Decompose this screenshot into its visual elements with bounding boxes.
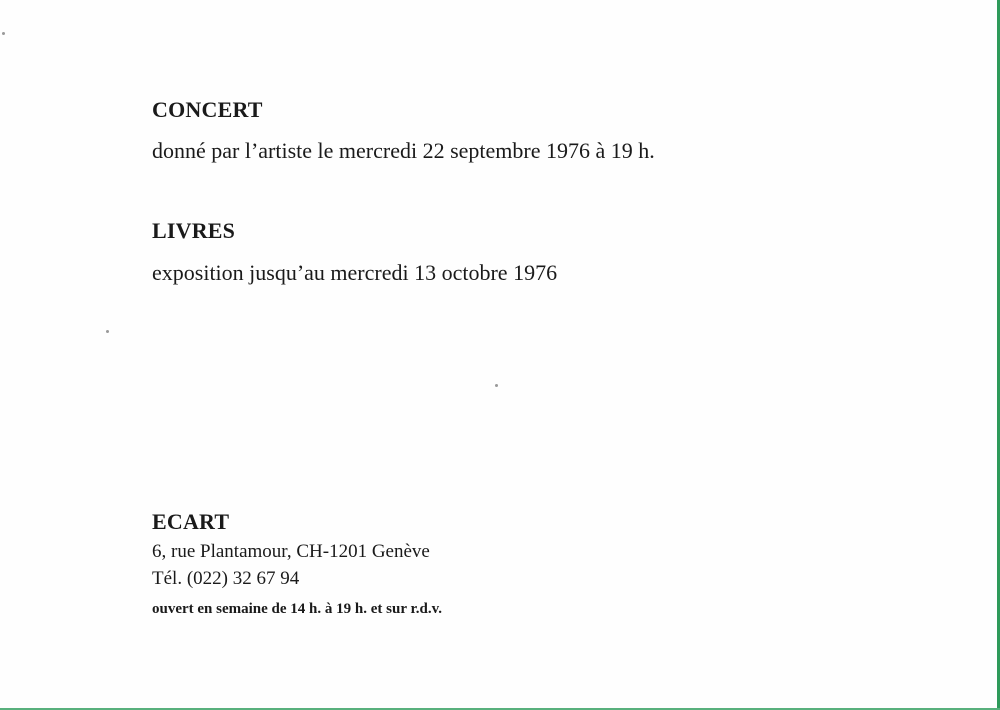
gallery-address: 6, rue Plantamour, CH-1201 Genève <box>152 541 430 562</box>
concert-heading: CONCERT <box>152 97 263 122</box>
gallery-phone: Tél. (022) 32 67 94 <box>152 568 300 589</box>
paper-speck <box>495 384 498 387</box>
paper-speck <box>2 32 5 35</box>
livres-heading: LIVRES <box>152 218 236 243</box>
concert-details: donné par l’artiste le mercredi 22 septembre 1976 à 19 h. <box>152 138 655 163</box>
gallery-name: ECART <box>152 509 230 534</box>
paper-speck <box>106 330 109 333</box>
livres-details: exposition jusqu’au mercredi 13 octobre 1976 <box>152 260 558 285</box>
gallery-hours: ouvert en semaine de 14 h. à 19 h. et sur r.d.v. <box>152 601 443 617</box>
